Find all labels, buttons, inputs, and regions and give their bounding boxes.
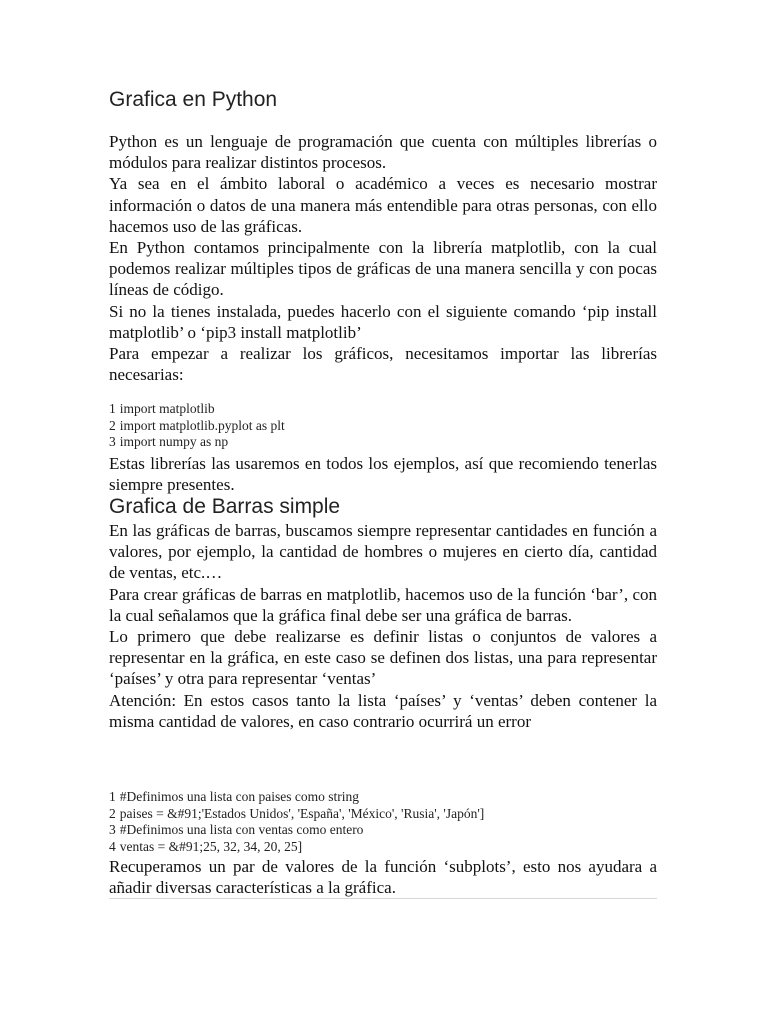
code-line bbox=[109, 806, 657, 823]
bar-chart-section bbox=[109, 494, 657, 732]
intro-paragraph-1: Python es un lenguaje de programación que cuenta con múltiples librerías o módulos para realizar distintos procesos. bbox=[109, 132, 657, 173]
code-line bbox=[109, 822, 657, 839]
section-title: Grafica de Barras simple bbox=[109, 495, 341, 518]
section-paragraph-3: Lo primero que debe realizarse es definir listas o conjuntos de valores a representar en la gráfica, en este caso se definen dos listas, una para representar ‘países’ y otra para representar ‘ventas’ bbox=[109, 627, 657, 689]
section-paragraph-4: Atención: En estos casos tanto la lista ‘países’ y ‘ventas’ deben contener la misma cantidad de valores, en caso contrario ocurrirá un error bbox=[109, 690, 657, 731]
after-imports-paragraph: Estas librerías las usaremos en todos los ejemplos, así que recomiendo tenerlas siempre presentes. bbox=[109, 454, 657, 495]
code-text: import numpy as np bbox=[119, 434, 229, 449]
closing-section bbox=[109, 856, 657, 898]
intro-paragraph-5: Para empezar a realizar los gráficos, necesitamos importar las librerías necesarias: bbox=[109, 344, 657, 385]
code-line bbox=[109, 839, 657, 856]
code-text: import matplotlib.pyplot as plt bbox=[119, 417, 285, 433]
after-imports-section bbox=[109, 453, 657, 495]
code-text: #Definimos una lista con paises como string bbox=[119, 789, 359, 804]
line-number: 4 bbox=[109, 838, 116, 854]
closing-paragraph: Recuperamos un par de valores de la función ‘subplots’, esto nos ayudara a añadir diversas características a la gráfica. bbox=[109, 857, 657, 898]
intro-section bbox=[109, 131, 657, 385]
code-line bbox=[109, 418, 657, 435]
section-paragraph-2: Para crear gráficas de barras en matplotlib, hacemos uso de la función ‘bar’, con la cual señalamos que la gráfica final debe ser una gráfica de barras. bbox=[109, 584, 657, 625]
page-title: Grafica en Python bbox=[109, 88, 278, 111]
code-text: paises = &#91;'Estados Unidos', 'España', 'México', 'Rusia', 'Japón'] bbox=[119, 805, 485, 821]
code-line bbox=[109, 789, 657, 806]
intro-paragraph-2: Ya sea en el ámbito laboral o académico a veces es necesario mostrar información o datos de una manera más entendible para otras personas, con ello hacemos uso de las gráficas. bbox=[109, 174, 657, 236]
intro-paragraph-3: En Python contamos principalmente con la librería matplotlib, con la cual podemos realizar múltiples tipos de gráficas de una manera sencilla y con pocas líneas de código. bbox=[109, 238, 657, 300]
line-number: 3 bbox=[109, 822, 116, 837]
line-number: 1 bbox=[109, 401, 116, 416]
code-line bbox=[109, 401, 657, 418]
code-line bbox=[109, 434, 657, 451]
code-block-imports bbox=[109, 401, 657, 451]
bottom-divider bbox=[109, 898, 657, 899]
line-number: 3 bbox=[109, 434, 116, 449]
code-text: #Definimos una lista con ventas como entero bbox=[119, 822, 364, 837]
line-number: 2 bbox=[109, 805, 116, 821]
section-paragraph-1: En las gráficas de barras, buscamos siempre representar cantidades en función a valores, por ejemplo, la cantidad de hombres o mujeres en cierto día, cantidad de ventas, etc.… bbox=[109, 521, 657, 583]
line-number: 2 bbox=[109, 417, 116, 433]
line-number: 1 bbox=[109, 789, 116, 804]
code-text: import matplotlib bbox=[119, 401, 215, 416]
intro-paragraph-4: Si no la tienes instalada, puedes hacerlo con el siguiente comando ‘pip install matplotlib’ o ‘pip3 install matplotlib’ bbox=[109, 301, 657, 342]
code-text: ventas = &#91;25, 32, 34, 20, 25] bbox=[119, 838, 303, 854]
code-block-lists bbox=[109, 789, 657, 855]
